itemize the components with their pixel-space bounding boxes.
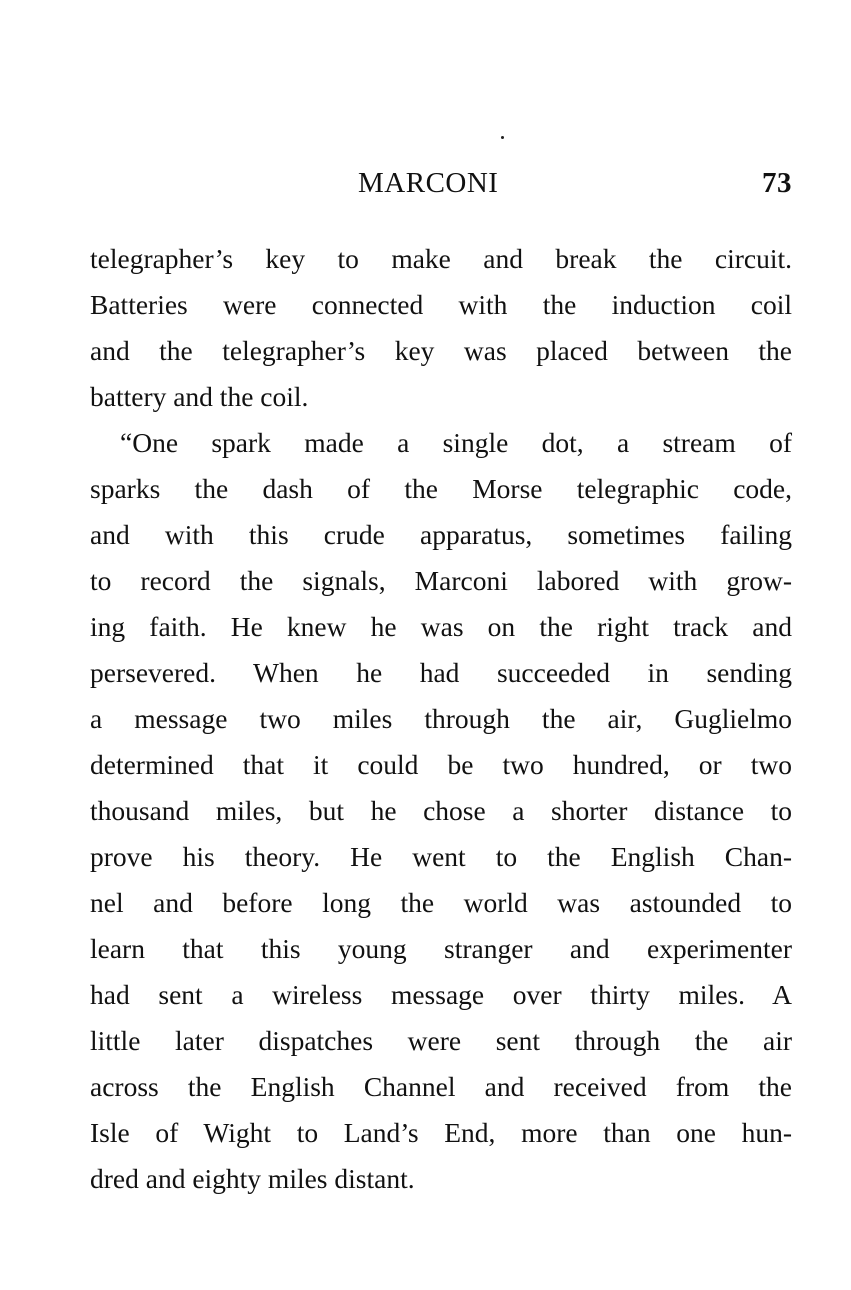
print-speck xyxy=(501,136,504,139)
text-line: sparks the dash of the Morse telegraphic code, xyxy=(90,473,792,504)
text-line: a message two miles through the air, Guglielmo xyxy=(90,703,792,734)
text-line: ing faith. He knew he was on the right track and xyxy=(90,611,792,642)
text-line: Isle of Wight to Land’s End, more than one hun- xyxy=(90,1117,792,1148)
paragraph-2 xyxy=(90,420,792,1202)
body-text xyxy=(90,236,792,1202)
text-line: dred and eighty miles distant. xyxy=(90,1163,415,1194)
text-line: and with this crude apparatus, sometimes failing xyxy=(90,519,792,550)
text-line: and the telegrapher’s key was placed between the xyxy=(90,335,792,366)
text-line: across the English Channel and received from the xyxy=(90,1071,792,1102)
text-line: nel and before long the world was astounded to xyxy=(90,887,792,918)
running-head xyxy=(90,163,792,203)
text-line: prove his theory. He went to the English Chan- xyxy=(90,841,792,872)
text-line: thousand miles, but he chose a shorter distance to xyxy=(90,795,792,826)
text-line: determined that it could be two hundred, or two xyxy=(90,749,792,780)
text-line: Batteries were connected with the induction coil xyxy=(90,289,792,320)
text-line: learn that this young stranger and experimenter xyxy=(90,933,792,964)
text-line: persevered. When he had succeeded in sending xyxy=(90,657,792,688)
text-line: to record the signals, Marconi labored with grow- xyxy=(90,565,792,596)
paragraph-1 xyxy=(90,236,792,420)
text-line: little later dispatches were sent through the air xyxy=(90,1025,792,1056)
text-line: “One spark made a single dot, a stream of xyxy=(120,427,792,458)
page-number: 73 xyxy=(762,167,792,199)
text-line: had sent a wireless message over thirty miles. A xyxy=(90,979,792,1010)
text-line: battery and the coil. xyxy=(90,381,309,412)
running-title: MARCONI xyxy=(358,167,499,199)
text-line: telegrapher’s key to make and break the circuit. xyxy=(90,243,792,274)
